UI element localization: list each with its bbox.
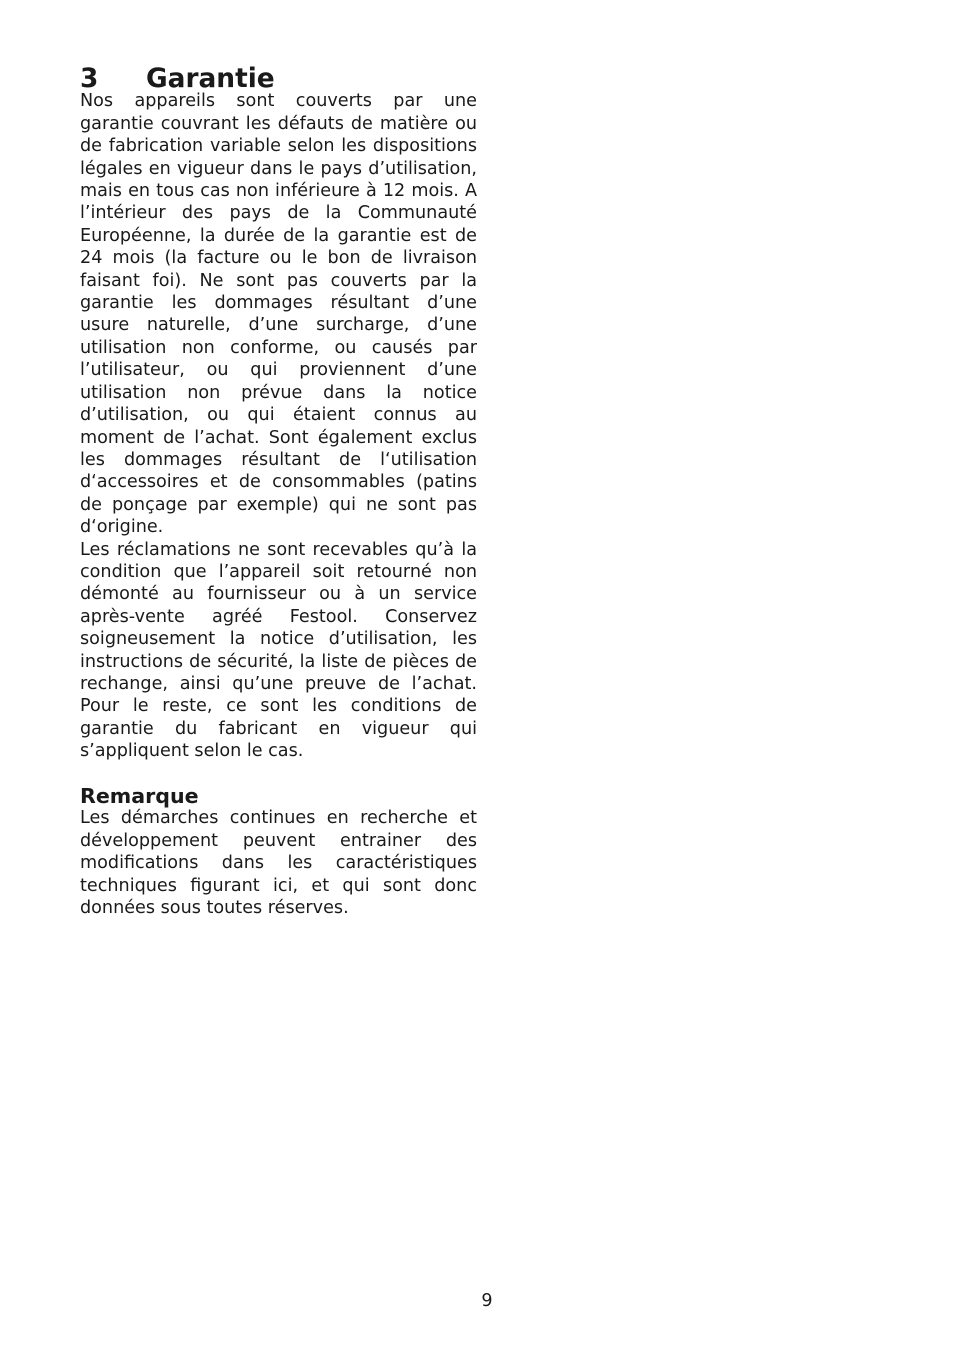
warranty-paragraph-2: Les réclamations ne sont recevables qu’à la condition que l’appareil soit retourné non démonté au fournisseur ou à un service après-vente agréé Festool. Conservez soigneusement la notice d’utilisation, les instructions de sécurité, la liste de pièces de rechange, ainsi qu’une preuve de l’achat. Pour le reste, ce sont les conditions de garantie du fabricant en vigueur qui s’appliquent selon le cas. — [80, 539, 477, 762]
page-number: 9 — [481, 1291, 493, 1311]
remark-heading: Remarque — [80, 783, 199, 808]
remark-paragraph: Les démarches continues en recherche et développement peuvent entrainer des modifications dans les caractéristiques techniques figurant ici, et qui sont donc données sous toutes réserves. — [80, 808, 477, 919]
text-column — [80, 63, 477, 919]
paragraph-spacer — [80, 763, 477, 785]
section-number: 3 — [80, 63, 99, 94]
warranty-paragraph-1: Nos appareils sont couverts par une garantie couvrant les défauts de matière ou de fabrication variable selon les dispositions légales en vigueur dans le pays d’utilisation, mais en tous cas non inférieure à 12 mois. A l’intérieur des pays de la Communauté Européenne, la durée de la garantie est de 24 mois (la facture ou le bon de livraison faisant foi). Ne sont pas couverts par la garantie les dommages résultant d’une usure naturelle, d’une surcharge, d’une utilisation non conforme, ou causés par l’utilisateur, ou qui proviennent d’une utilisation non prévue dans la notice d’utilisation, ou qui étaient connus au moment de l’achat. Sont également exclus les dommages résultant de l‘utilisation d‘accessoires et de consommables (patins de ponçage par exemple) qui ne sont pas d‘origine. — [80, 91, 477, 538]
section-heading — [80, 63, 477, 94]
section-title: Garantie — [146, 63, 275, 94]
